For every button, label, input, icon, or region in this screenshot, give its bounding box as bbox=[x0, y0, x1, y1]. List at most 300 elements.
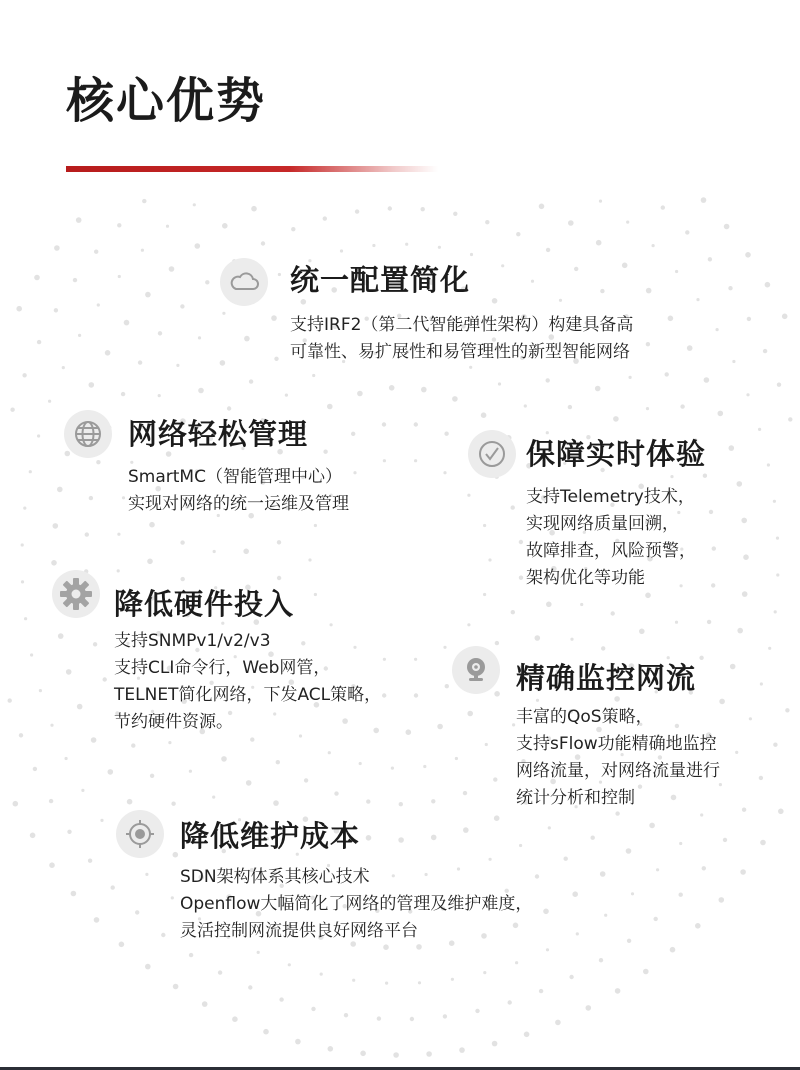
background-dot bbox=[405, 243, 408, 246]
background-dot bbox=[421, 207, 425, 211]
background-dot bbox=[724, 224, 730, 230]
background-dot bbox=[494, 815, 500, 821]
background-dot bbox=[33, 767, 37, 771]
background-dot bbox=[431, 799, 435, 803]
background-dot bbox=[273, 800, 279, 806]
background-dot bbox=[117, 533, 120, 536]
background-dot bbox=[679, 842, 682, 845]
background-dot bbox=[278, 273, 281, 276]
background-dot bbox=[323, 450, 327, 454]
background-dot bbox=[351, 432, 355, 436]
background-dot bbox=[615, 988, 621, 994]
background-dot bbox=[483, 971, 486, 974]
background-dot bbox=[24, 617, 27, 620]
background-dot bbox=[675, 621, 678, 624]
background-dot bbox=[426, 1051, 432, 1057]
feature-description-line: 灵活控制网流提供良好网络平台 bbox=[180, 921, 418, 941]
background-dot bbox=[166, 225, 169, 228]
background-dot bbox=[189, 953, 193, 957]
background-dot bbox=[145, 292, 151, 298]
background-dot bbox=[516, 232, 520, 236]
background-dot bbox=[680, 404, 684, 408]
background-dot bbox=[708, 257, 712, 261]
background-dot bbox=[679, 893, 683, 897]
background-dot bbox=[366, 835, 372, 841]
background-dot bbox=[21, 580, 24, 583]
background-dot bbox=[475, 1009, 479, 1013]
background-dot bbox=[670, 947, 676, 953]
background-dot bbox=[314, 524, 317, 527]
title-underline bbox=[66, 166, 438, 172]
background-dot bbox=[227, 406, 231, 410]
background-dot bbox=[508, 1000, 512, 1004]
feature-description-line: SDN架构体系其核心技术 bbox=[180, 867, 370, 887]
background-dot bbox=[328, 751, 331, 754]
background-dot bbox=[94, 250, 98, 254]
background-dot bbox=[759, 776, 763, 780]
background-dot bbox=[611, 611, 615, 615]
background-dot bbox=[103, 677, 107, 681]
background-dot bbox=[359, 762, 362, 765]
background-dot bbox=[580, 603, 583, 606]
background-dot bbox=[65, 757, 68, 760]
background-dot bbox=[481, 412, 487, 418]
background-dot bbox=[244, 336, 250, 342]
background-dot bbox=[414, 693, 418, 697]
background-dot bbox=[220, 360, 226, 366]
background-dot bbox=[643, 969, 649, 975]
background-dot bbox=[311, 1007, 315, 1011]
background-dot bbox=[443, 646, 446, 649]
background-dot bbox=[127, 799, 133, 805]
background-dot bbox=[257, 951, 260, 954]
background-dot bbox=[158, 394, 161, 397]
feature-description-line: 节约硬件资源。 bbox=[114, 712, 233, 732]
background-dot bbox=[452, 396, 458, 402]
background-dot bbox=[455, 757, 458, 760]
background-dot bbox=[463, 791, 467, 795]
background-dot bbox=[353, 471, 356, 474]
background-dot bbox=[382, 693, 386, 697]
background-dot bbox=[696, 298, 699, 301]
background-dot bbox=[301, 299, 307, 305]
background-dot bbox=[117, 223, 121, 227]
background-dot bbox=[485, 743, 488, 746]
background-dot bbox=[737, 628, 743, 634]
background-dot bbox=[30, 833, 36, 839]
background-dot bbox=[147, 559, 153, 565]
background-dot bbox=[327, 404, 333, 410]
background-dot bbox=[406, 729, 412, 735]
background-dot bbox=[437, 724, 443, 730]
background-dot bbox=[124, 320, 130, 326]
background-dot bbox=[615, 811, 619, 815]
page-title: 核心优势 bbox=[66, 73, 267, 129]
background-dot bbox=[118, 275, 121, 278]
feature-heading: 降低维护成本 bbox=[180, 819, 361, 853]
background-dot bbox=[493, 777, 497, 781]
background-dot bbox=[600, 289, 604, 293]
background-dot bbox=[111, 885, 115, 889]
feature-description-line: TELNET简化网络，下发ACL策略， bbox=[114, 685, 382, 705]
background-dot bbox=[122, 496, 125, 499]
background-dot bbox=[519, 540, 523, 544]
background-dot bbox=[176, 364, 179, 367]
background-dot bbox=[37, 434, 40, 437]
background-dot bbox=[511, 505, 515, 509]
background-dot bbox=[776, 537, 779, 540]
background-dot bbox=[218, 970, 222, 974]
background-dot bbox=[492, 1041, 498, 1047]
background-dot bbox=[383, 459, 386, 462]
background-dot bbox=[498, 382, 501, 385]
background-dot bbox=[261, 241, 265, 245]
background-dot bbox=[193, 203, 196, 206]
background-dot bbox=[50, 724, 53, 727]
background-dot bbox=[646, 407, 649, 410]
background-dot bbox=[488, 558, 491, 561]
background-dot bbox=[695, 923, 701, 929]
background-dot bbox=[470, 253, 473, 256]
background-dot bbox=[423, 765, 426, 768]
background-dot bbox=[600, 871, 606, 877]
background-dot bbox=[773, 743, 777, 747]
background-dot bbox=[459, 1047, 465, 1053]
background-dot bbox=[246, 780, 252, 786]
background-dot bbox=[135, 910, 139, 914]
background-dot bbox=[93, 642, 97, 646]
background-dot bbox=[320, 973, 323, 976]
background-dot bbox=[699, 656, 703, 660]
background-dot bbox=[221, 756, 227, 762]
background-dot bbox=[249, 379, 253, 383]
background-dot bbox=[304, 778, 308, 782]
background-dot bbox=[665, 372, 669, 376]
background-dot bbox=[483, 524, 486, 527]
background-dot bbox=[701, 197, 707, 203]
feature-heading: 统一配置简化 bbox=[290, 263, 471, 297]
background-dot bbox=[489, 858, 492, 861]
background-dot bbox=[198, 336, 201, 339]
background-dot bbox=[29, 470, 32, 473]
background-dot bbox=[524, 404, 527, 407]
background-dot bbox=[73, 278, 77, 282]
background-dot bbox=[645, 593, 651, 599]
background-dot bbox=[393, 1052, 399, 1058]
background-dot bbox=[89, 382, 95, 388]
background-dot bbox=[168, 741, 171, 744]
background-dot bbox=[591, 836, 595, 840]
cloud-icon bbox=[220, 258, 268, 306]
background-dot bbox=[719, 699, 725, 705]
background-dot bbox=[295, 1039, 301, 1045]
background-dot bbox=[377, 1016, 381, 1020]
background-dot bbox=[760, 682, 763, 685]
background-dot bbox=[344, 1013, 348, 1017]
background-dot bbox=[604, 914, 607, 917]
background-dot bbox=[656, 868, 659, 871]
background-dot bbox=[749, 717, 752, 720]
background-dot bbox=[205, 280, 209, 284]
background-dot bbox=[57, 487, 63, 493]
background-dot bbox=[385, 982, 388, 985]
background-dot bbox=[546, 948, 549, 951]
background-dot bbox=[763, 349, 767, 353]
background-dot bbox=[703, 474, 707, 478]
background-dot bbox=[626, 221, 629, 224]
background-dot bbox=[121, 392, 125, 396]
background-dot bbox=[492, 298, 498, 304]
background-dot bbox=[601, 646, 605, 650]
background-dot bbox=[119, 942, 125, 948]
background-dot bbox=[675, 270, 678, 273]
feature-description-line: 统计分析和控制 bbox=[516, 788, 635, 808]
background-dot bbox=[357, 391, 363, 397]
target-icon bbox=[116, 810, 164, 858]
background-dot bbox=[49, 862, 55, 868]
background-dot bbox=[495, 641, 499, 645]
background-dot bbox=[711, 583, 715, 587]
background-dot bbox=[202, 1001, 208, 1007]
background-dot bbox=[639, 629, 645, 635]
background-dot bbox=[16, 306, 22, 312]
background-dot bbox=[569, 975, 573, 979]
background-dot bbox=[445, 684, 449, 688]
background-dot bbox=[398, 837, 404, 843]
background-dot bbox=[543, 909, 549, 915]
background-dot bbox=[629, 376, 632, 379]
background-dot bbox=[494, 691, 500, 697]
background-dot bbox=[410, 1017, 414, 1021]
background-dot bbox=[746, 393, 749, 396]
background-dot bbox=[150, 774, 154, 778]
background-dot bbox=[340, 249, 343, 252]
background-dot bbox=[599, 958, 603, 962]
background-dot bbox=[709, 510, 713, 514]
background-dot bbox=[649, 823, 655, 829]
background-dot bbox=[382, 422, 386, 426]
background-dot bbox=[383, 944, 389, 950]
background-dot bbox=[58, 633, 64, 639]
background-dot bbox=[483, 593, 486, 596]
background-dot bbox=[65, 451, 71, 457]
background-dot bbox=[515, 961, 518, 964]
background-dot bbox=[716, 328, 719, 331]
background-dot bbox=[62, 366, 65, 369]
background-dot bbox=[21, 543, 24, 546]
feature-description-line: 丰富的QoS策略， bbox=[516, 707, 653, 727]
background-dot bbox=[622, 263, 628, 269]
background-dot bbox=[34, 275, 40, 281]
background-dot bbox=[145, 964, 151, 970]
background-dot bbox=[414, 459, 417, 462]
background-dot bbox=[702, 866, 706, 870]
background-dot bbox=[388, 206, 392, 210]
background-dot bbox=[277, 576, 281, 580]
background-dot bbox=[773, 500, 776, 503]
feature-description bbox=[180, 864, 532, 945]
background-dot bbox=[788, 417, 792, 421]
background-dot bbox=[438, 246, 441, 249]
background-dot bbox=[414, 422, 418, 426]
feature-description bbox=[128, 464, 349, 518]
background-dot bbox=[141, 249, 144, 252]
background-dot bbox=[180, 540, 184, 544]
background-dot bbox=[88, 859, 92, 863]
background-dot bbox=[570, 638, 573, 641]
background-dot bbox=[138, 360, 142, 364]
background-dot bbox=[740, 869, 746, 875]
background-dot bbox=[277, 540, 281, 544]
background-dot bbox=[312, 374, 315, 377]
background-dot bbox=[263, 1029, 269, 1035]
background-dot bbox=[248, 985, 252, 989]
background-dot bbox=[548, 826, 551, 829]
background-dot bbox=[758, 428, 761, 431]
background-dot bbox=[631, 892, 634, 895]
background-dot bbox=[54, 245, 60, 251]
background-dot bbox=[576, 932, 579, 935]
background-dot bbox=[685, 230, 689, 234]
background-dot bbox=[251, 206, 257, 212]
background-dot bbox=[444, 432, 448, 436]
background-dot bbox=[467, 623, 470, 626]
feature-description bbox=[290, 312, 633, 366]
background-dot bbox=[768, 647, 771, 650]
background-dot bbox=[288, 963, 291, 966]
background-dot bbox=[85, 532, 89, 536]
background-dot bbox=[276, 760, 280, 764]
background-dot bbox=[742, 808, 746, 812]
feature-description bbox=[114, 628, 381, 736]
background-dot bbox=[718, 411, 724, 417]
check-icon bbox=[468, 430, 516, 478]
feature-description-line: 实现对网络的统一运维及管理 bbox=[128, 494, 349, 514]
background-dot bbox=[91, 737, 97, 743]
background-dot bbox=[250, 737, 254, 741]
background-dot bbox=[626, 848, 632, 854]
background-dot bbox=[719, 897, 725, 903]
feature-description bbox=[526, 484, 696, 592]
background-dot bbox=[443, 471, 446, 474]
background-dot bbox=[53, 523, 59, 529]
background-dot bbox=[145, 873, 148, 876]
background-dot bbox=[212, 796, 215, 799]
background-dot bbox=[564, 857, 568, 861]
background-dot bbox=[48, 400, 51, 403]
background-dot bbox=[524, 1032, 530, 1038]
background-dot bbox=[511, 610, 515, 614]
background-dot bbox=[469, 366, 472, 369]
background-dot bbox=[596, 240, 602, 246]
feature-description-line: Openflow大幅简化了网络的管理及维护难度， bbox=[180, 894, 533, 914]
background-dot bbox=[232, 1016, 238, 1022]
background-dot bbox=[767, 463, 770, 466]
background-dot bbox=[334, 791, 338, 795]
webcam-icon bbox=[452, 646, 500, 694]
background-dot bbox=[169, 266, 175, 272]
background-dot bbox=[728, 286, 732, 290]
background-dot bbox=[599, 200, 602, 203]
background-dot bbox=[77, 704, 83, 710]
background-dot bbox=[765, 282, 771, 288]
background-dot bbox=[668, 316, 674, 322]
background-dot bbox=[131, 743, 135, 747]
globe-icon bbox=[64, 410, 112, 458]
background-dot bbox=[78, 334, 81, 337]
background-dot bbox=[391, 767, 394, 770]
background-dot bbox=[49, 799, 53, 803]
background-dot bbox=[712, 546, 716, 550]
background-dot bbox=[81, 789, 84, 792]
background-dot bbox=[737, 481, 743, 487]
background-dot bbox=[546, 378, 550, 382]
background-dot bbox=[291, 227, 295, 231]
feature-description-line: 可靠性、易扩展性和易管理性的新型智能网络 bbox=[290, 342, 630, 362]
feature-description-line: 架构优化等功能 bbox=[526, 568, 645, 588]
background-dot bbox=[555, 1020, 561, 1026]
background-dot bbox=[142, 199, 146, 203]
background-dot bbox=[67, 830, 71, 834]
background-dot bbox=[536, 699, 539, 702]
background-dot bbox=[467, 711, 473, 717]
background-dot bbox=[453, 212, 457, 216]
background-dot bbox=[723, 838, 727, 842]
background-dot bbox=[149, 522, 155, 528]
background-dot bbox=[501, 264, 504, 267]
background-dot bbox=[97, 303, 100, 306]
feature-description-line: 网络流量，对网络流量进行 bbox=[516, 761, 720, 781]
background-dot bbox=[180, 304, 184, 308]
gear-icon bbox=[52, 570, 100, 618]
background-dot bbox=[539, 204, 545, 210]
background-dot bbox=[274, 357, 278, 361]
background-dot bbox=[89, 496, 93, 500]
background-dot bbox=[586, 1005, 592, 1011]
background-dot bbox=[707, 620, 711, 624]
background-dot bbox=[117, 569, 120, 572]
background-dot bbox=[372, 244, 375, 247]
background-dot bbox=[700, 813, 703, 816]
background-dot bbox=[535, 635, 541, 641]
background-dot bbox=[774, 610, 777, 613]
background-dot bbox=[360, 1051, 366, 1057]
background-dot bbox=[23, 507, 26, 510]
background-dot bbox=[661, 205, 665, 209]
background-dot bbox=[328, 1046, 334, 1052]
background-dot bbox=[760, 840, 766, 846]
background-dot bbox=[22, 373, 26, 377]
background-dot bbox=[76, 217, 82, 223]
background-dot bbox=[559, 299, 562, 302]
background-dot bbox=[355, 209, 359, 213]
background-dot bbox=[531, 280, 534, 283]
background-dot bbox=[646, 288, 652, 294]
background-dot bbox=[213, 550, 216, 553]
background-dot bbox=[94, 917, 100, 923]
background-dot bbox=[39, 689, 42, 692]
background-dot bbox=[652, 244, 655, 247]
feature-description-line: 支持SNMPv1/v2/v3 bbox=[114, 631, 271, 651]
background-dot bbox=[96, 460, 100, 464]
background-dot bbox=[171, 896, 174, 899]
feature-heading: 精确监控网流 bbox=[516, 661, 697, 695]
background-dot bbox=[330, 623, 333, 626]
feature-description-line: 支持IRF2（第二代智能弹性架构）构建具备高 bbox=[290, 315, 634, 335]
background-dot bbox=[198, 388, 204, 394]
feature-description-line: 支持sFlow功能精确地监控 bbox=[516, 734, 717, 754]
background-dot bbox=[399, 802, 403, 806]
